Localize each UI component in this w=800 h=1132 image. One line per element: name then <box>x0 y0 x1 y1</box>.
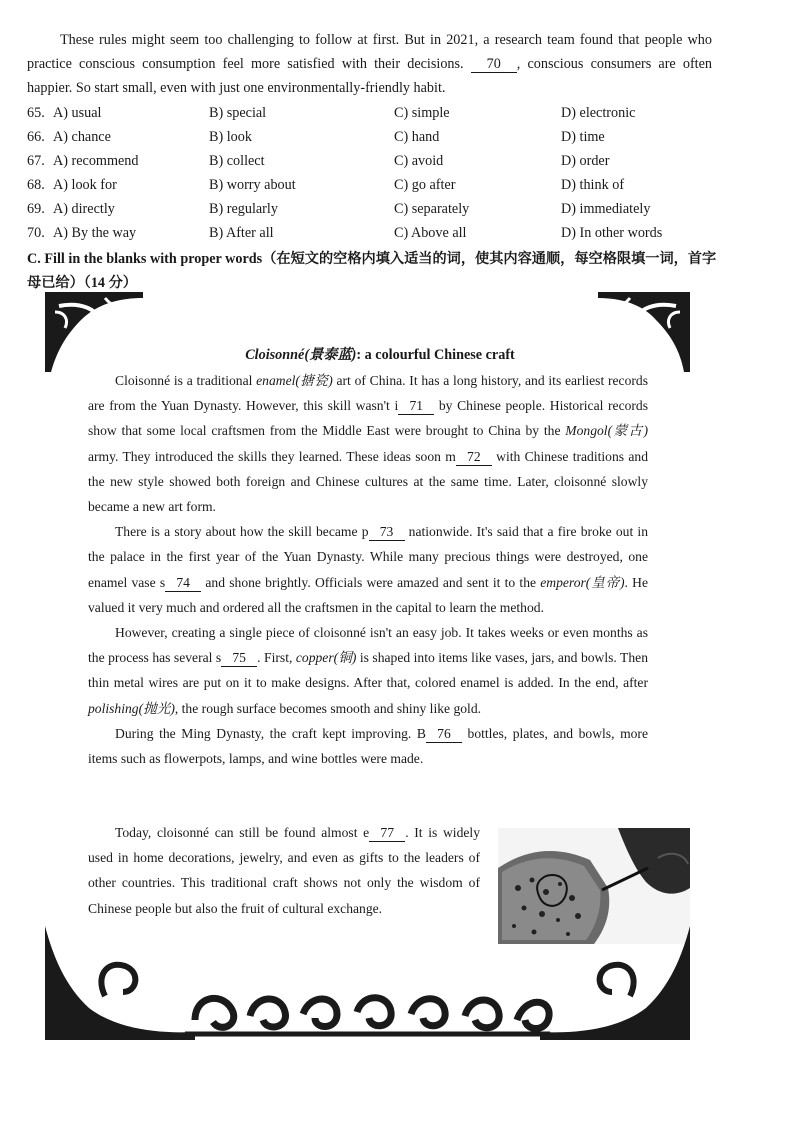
article-paragraph-2 <box>88 519 648 620</box>
bottom-decorative-border <box>45 916 690 1040</box>
option-b: B) special <box>209 105 267 121</box>
intro-paragraph <box>27 28 712 100</box>
text-run: , the rough surface becomes smooth and shiny like gold. <box>174 700 482 716</box>
question-number-and-option-a: 67. <box>27 153 45 169</box>
text-run: There is a story about how the skill became p <box>115 524 369 540</box>
option-row <box>27 151 727 175</box>
text-run: art of China. It has a long history, and its earliest records are from the Yuan Dynasty. However, this skill wasn't i <box>88 373 649 414</box>
article-title <box>0 344 760 364</box>
italic-term: copper(铜) <box>295 650 357 666</box>
option-d: D) In other words <box>561 225 663 241</box>
option-d: D) order <box>561 153 610 169</box>
option-row <box>27 127 727 151</box>
text-run: . He valued it very much and ordered all the craftsmen in the capital to learn the method. <box>88 574 649 615</box>
option-c: C) hand <box>394 129 440 145</box>
option-d: D) think of <box>561 177 625 193</box>
option-d: D) electronic <box>561 105 636 121</box>
option-b: B) worry about <box>209 177 296 193</box>
blank-70: 70 <box>471 56 517 73</box>
italic-term: polishing(抛光) <box>88 700 175 716</box>
italic-term: emperor(皇帝) <box>540 574 625 590</box>
text-run: . First, <box>257 650 296 666</box>
question-number-and-option-a: 66. <box>27 129 45 145</box>
blank-76: 76 <box>426 726 462 743</box>
blank-72: 72 <box>456 449 492 466</box>
text-run: . It is widely used in home decorations, jewelry, and even as gifts to the leaders of other countries. This traditional craft shows not only the wisdom of Chinese people but also the fruit of cultural exchange. <box>88 825 480 916</box>
option-b: B) regularly <box>209 201 278 217</box>
text-run: Today, cloisonné can still be found almost e <box>115 825 370 840</box>
italic-term: enamel(搪瓷) <box>256 373 333 388</box>
option-b: B) After all <box>209 225 274 241</box>
option-a: A) By the way <box>53 225 137 241</box>
blank-77: 77 <box>369 825 405 842</box>
text-run: bottles, plates, and bowls, more items such as flowerpots, lamps, and wine bottles were made. <box>88 725 648 767</box>
blank-71: 71 <box>398 398 434 415</box>
option-c: C) simple <box>394 105 450 121</box>
option-a: A) usual <box>53 105 102 121</box>
article-paragraph-1 <box>88 368 648 519</box>
article-body <box>88 368 648 771</box>
text-run: is shaped into items like vases, jars, and bowls. Then thin metal wires are put on it to make designs. After that, colored enamel is added. In the end, after <box>88 650 648 691</box>
option-c: C) Above all <box>394 225 467 241</box>
option-c: C) separately <box>394 201 470 217</box>
text-run: During the Ming Dynasty, the craft kept improving. B <box>115 725 426 741</box>
option-row <box>27 175 727 199</box>
article-title-rest: : a colourful Chinese craft <box>356 347 515 363</box>
option-row <box>27 103 727 127</box>
text-run: and shone brightly. Officials were amazed and sent it to the <box>201 574 541 590</box>
blank-73: 73 <box>369 524 405 541</box>
option-c: C) go after <box>394 177 456 193</box>
option-d: D) time <box>561 129 605 145</box>
text-run: by Chinese people. Historical records show that some local craftsmen from the Middle East were brought to China by the <box>88 398 649 439</box>
blank-75: 75 <box>221 650 257 667</box>
option-row <box>27 223 727 247</box>
article-title-italic: Cloisonné(景泰蓝) <box>245 347 357 363</box>
article-paragraph-3 <box>88 620 648 721</box>
italic-term: Mongol(蒙古) <box>565 423 649 439</box>
intro-text-1: These rules might seem too challenging to follow at first. But in 2021, a research team found that people who practice conscious consumption feel more satisfied with their decisions. <box>27 32 712 72</box>
text-run: Cloisonné is a traditional <box>115 373 257 388</box>
question-number-and-option-a: 70. <box>27 225 45 241</box>
option-a: A) chance <box>53 129 111 145</box>
article-paragraph-4 <box>88 721 648 771</box>
option-d: D) immediately <box>561 201 651 217</box>
text-run: army. They introduced the skills they learned. These ideas soon m <box>88 448 456 464</box>
section-c-heading: C. Fill in the blanks with proper words（在短文的空格内填入适当的词，使其内容通顺，每空格限填一词，首字母已给）（14 分） <box>27 251 717 291</box>
option-a: A) look for <box>53 177 117 193</box>
text-run: However, creating a single piece of cloisonné isn't an easy job. It takes weeks or even months as the process has several s <box>88 625 648 666</box>
option-a: A) recommend <box>53 153 139 169</box>
options-grid <box>27 103 727 247</box>
intro-text-2: , conscious consumers are often happier. So start small, even with just one environmentally-friendly habit. <box>27 56 713 96</box>
article-paragraph-5 <box>88 820 480 921</box>
text-run: nationwide. It's said that a fire broke out in the palace in the first year of the Yuan Dynasty. While many precious things were destroyed, one enamel vase s <box>88 524 648 590</box>
option-a: A) directly <box>53 201 115 217</box>
blank-74: 74 <box>165 575 201 592</box>
option-row <box>27 199 727 223</box>
text-run: with Chinese traditions and the new style showed both foreign and Chinese cultures at the same time. Later, cloisonné slowly became a new art form. <box>88 448 648 515</box>
question-number-and-option-a: 69. <box>27 201 45 217</box>
option-c: C) avoid <box>394 153 444 169</box>
option-b: B) collect <box>209 153 265 169</box>
question-number-and-option-a: 65. <box>27 105 45 121</box>
question-number-and-option-a: 68. <box>27 177 45 193</box>
option-b: B) look <box>209 129 252 145</box>
